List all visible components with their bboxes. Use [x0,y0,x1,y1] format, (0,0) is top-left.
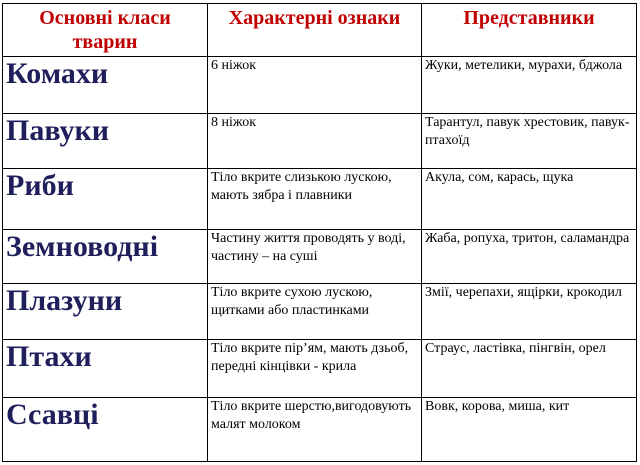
class-name: Земноводні [3,230,208,284]
class-name: Риби [3,168,208,230]
table-row [3,398,637,462]
header-representatives: Представники [422,4,637,57]
table-row [3,56,637,114]
class-name: Плазуни [3,284,208,340]
features-cell: Тіло вкрите слизькою лускою, мають зябра і плавники [208,168,422,230]
features-cell: Тіло вкрите сухою лускою, щитками або пластинками [208,284,422,340]
representatives-cell: Вовк, корова, миша, кит [422,398,637,462]
features-cell: 8 ніжок [208,114,422,169]
representatives-cell: Жуки, метелики, мурахи, бджола [422,56,637,114]
table-row [3,168,637,230]
table-row [3,284,637,340]
representatives-cell: Тарантул, павук хрестовик, павук-птахоїд [422,114,637,169]
representatives-cell: Жаба, ропуха, тритон, саламандра [422,230,637,284]
table-row [3,230,637,284]
representatives-cell: Змії, черепахи, ящірки, крокодил [422,284,637,340]
table-row [3,339,637,398]
header-row [3,4,637,57]
features-cell: 6 ніжок [208,56,422,114]
features-cell: Тіло вкрите шерстю,вигодовують малят молоком [208,398,422,462]
animal-classes-table [2,3,637,462]
header-features: Характерні ознаки [208,4,422,57]
class-name: Комахи [3,56,208,114]
table-row [3,114,637,169]
class-name: Павуки [3,114,208,169]
class-name: Птахи [3,339,208,398]
features-cell: Частину життя проводять у воді, частину – на суші [208,230,422,284]
class-name: Ссавці [3,398,208,462]
representatives-cell: Страус, ластівка, пінгвін, орел [422,339,637,398]
representatives-cell: Акула, сом, карась, щука [422,168,637,230]
header-main-classes: Основні класи тварин [3,4,208,57]
features-cell: Тіло вкрите пір’ям, мають дзьоб, передні кінцівки - крила [208,339,422,398]
